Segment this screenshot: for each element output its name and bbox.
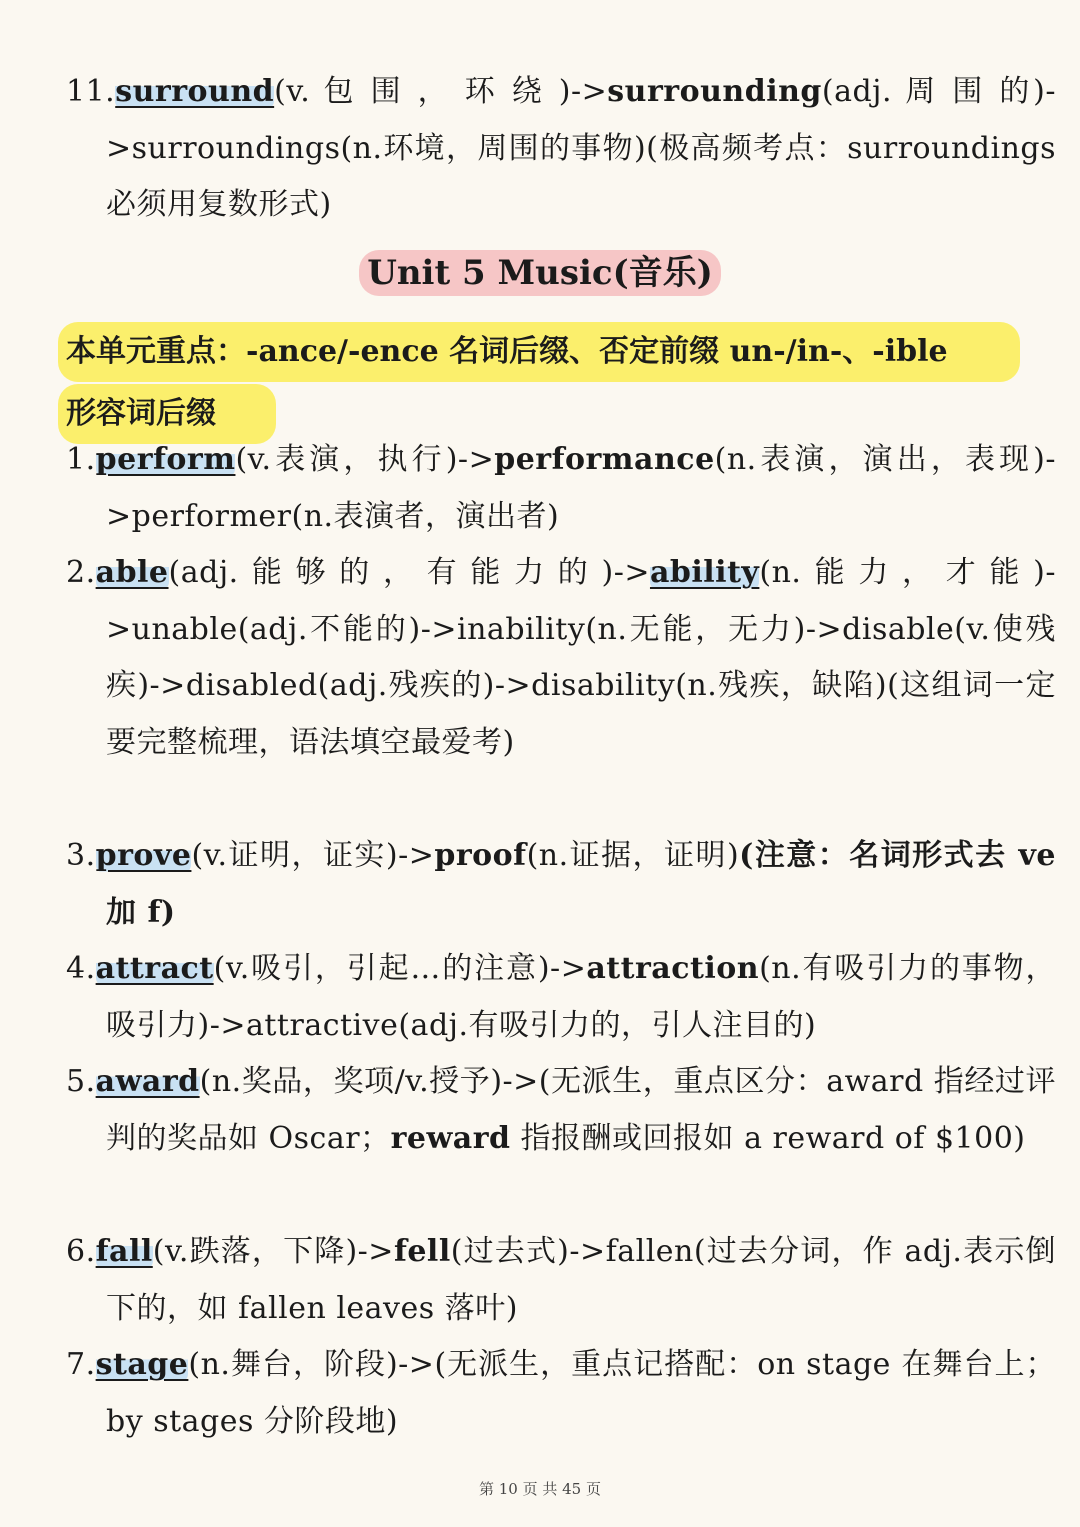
derived-word: reward [390,1120,511,1156]
headword: surround [115,74,275,109]
definition-text: (n.证据，证明) [526,838,740,873]
key-points-line-1: 本单元重点：-ance/-ence 名词后缀、否定前缀 un-/in-、-ible [58,322,1020,382]
vocab-entry-4 [66,941,1056,1054]
derived-word: ability [649,555,760,590]
vocab-entry-6 [66,1224,1056,1337]
page-footer: 第 10 页 共 45 页 [478,1480,601,1498]
headword: perform [95,442,236,477]
vocab-entry-7 [66,1337,1056,1450]
vocab-entry-3 [66,828,1056,941]
definition-text: (v.跌落，下降)-> [152,1234,394,1269]
key-points [58,322,1020,444]
definition-text: (n.能力，才能)->unable(adj.不能的)->inability(n.无能，无力)->disable(v.使残疾)->disabled(adj.残疾的)->disability(n.残疾，缺陷)(这组词一定要完整梳理，语法填空最爱考) [106,555,1056,760]
definition-text: (n.奖品，奖项/v.授予)->(无派生，重点区分：award 指经过评判的奖品如 Oscar； [106,1064,1056,1156]
entry-number: 3. [66,838,96,873]
note-text: (注意：名词形式去 ve 加 f) [106,838,1056,930]
headword: fall [95,1234,153,1269]
definition-text: (v.表演，执行)-> [235,442,495,477]
definition-text: (n.有吸引力的事物，吸引力)->attractive(adj.有吸引力的，引人注目的) [106,951,1057,1043]
vocab-entry-2 [66,545,1056,771]
definition-text: (adj.能够的，有能力的)-> [168,555,650,590]
definition-text: (n.舞台，阶段)->(无派生，重点记搭配：on stage 在舞台上；by stages 分阶段地) [106,1347,1056,1439]
headword: able [95,555,169,590]
unit-title-wrap [0,250,1080,296]
unit-title: Unit 5 Music(音乐) [359,250,721,296]
definition-text: 指报酬或回报如 a reward of $100) [510,1120,1026,1156]
entry-number: 7. [66,1347,96,1382]
vocab-entry-11 [66,64,1056,234]
entry-number: 6. [66,1234,96,1269]
definition-text: (v.吸引，引起…的注意)-> [213,951,587,986]
definition-text: (v. 包 围 ， 环 绕 )-> [274,74,608,109]
definition-text: (过去式)->fallen(过去分词，作 adj.表示倒下的，如 fallen leaves 落叶) [106,1234,1056,1326]
entry-number: 11. [66,74,116,109]
vocab-entry-5 [66,1054,1056,1167]
derived-word: attraction [586,951,760,986]
entry-number: 1. [66,442,96,477]
derived-word: surrounding [607,74,822,109]
derived-word: performance [494,442,715,477]
definition-text: (n.表演，演出，表现)->performer(n.表演者，演出者) [106,442,1057,534]
key-points-line-2: 形容词后缀 [58,384,276,444]
derived-word: fell [393,1234,451,1269]
headword: stage [95,1347,189,1382]
headword: award [95,1064,200,1099]
vocab-entry-1 [66,432,1056,545]
definition-text: (v.证明，证实)-> [191,838,435,873]
entry-number: 2. [66,555,96,590]
headword: prove [95,838,192,873]
definition-text: (adj. 周 围 的)->surroundings(n.环境，周围的事物)(极高频考点：surroundings 必须用复数形式) [106,74,1056,222]
entry-number: 5. [66,1064,96,1099]
headword: attract [95,951,214,986]
derived-word: proof [434,838,527,873]
entry-number: 4. [66,951,96,986]
